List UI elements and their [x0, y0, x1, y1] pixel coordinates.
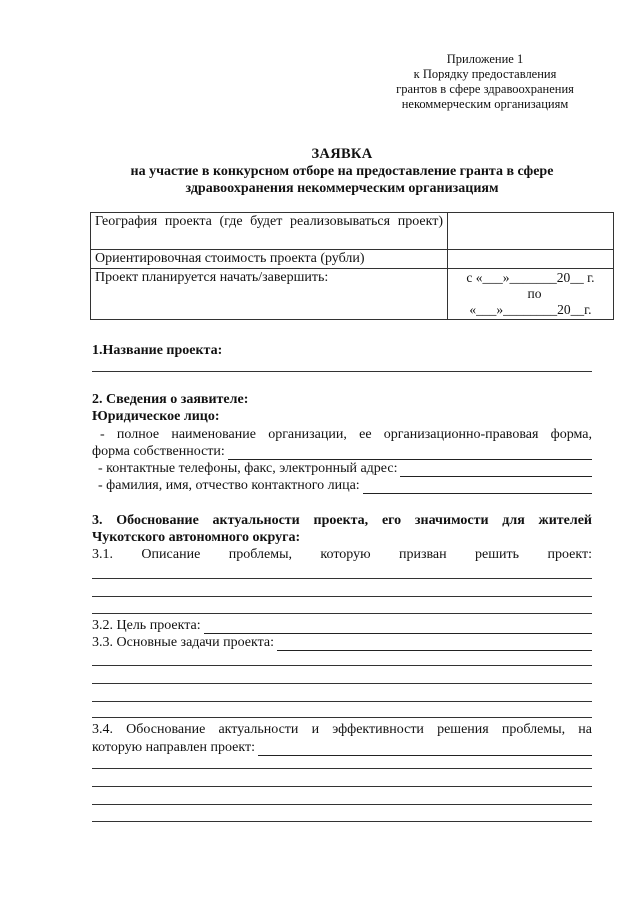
tasks-label: 3.3. Основные задачи проекта: [92, 635, 274, 650]
tasks-line[interactable] [92, 683, 592, 684]
tasks-line[interactable] [92, 717, 592, 718]
contacts-field[interactable] [400, 464, 592, 477]
project-name-field[interactable] [92, 371, 592, 372]
ownership-field[interactable] [228, 447, 592, 460]
title-line-2: здравоохранения некоммерческим организациям [185, 181, 499, 196]
section-3-heading: 3. Обоснование актуальности проекта, его значимости для жителей [92, 513, 592, 528]
contacts-label: - контактные телефоны, факс, электронный адрес: [98, 461, 398, 476]
tasks-line[interactable] [92, 701, 592, 702]
tasks-row [92, 634, 592, 651]
date-end: «___»________20__г. [469, 302, 592, 317]
contacts-row [98, 460, 592, 477]
title-main: ЗАЯВКА [311, 146, 373, 162]
section-2-heading: 2. Сведения о заявителе: [92, 392, 249, 407]
tasks-line[interactable] [92, 665, 592, 666]
ownership-row [92, 443, 592, 460]
geography-value-cell[interactable] [448, 213, 614, 250]
relevance-line[interactable] [92, 804, 592, 805]
appendix-line: к Порядку предоставления [413, 67, 557, 81]
relevance-line[interactable] [92, 768, 592, 769]
relevance-label-cont: которую направлен проект: [92, 740, 255, 755]
table-row [91, 213, 614, 250]
goal-field[interactable] [204, 621, 592, 634]
contact-person-field[interactable] [363, 481, 592, 494]
problem-description-label: 3.1. Описание проблемы, которую призван решить проект: [92, 547, 592, 562]
section-3-heading-cont: Чукотского автономного округа: [92, 530, 301, 545]
title-line-1: на участие в конкурсном отборе на предоставление гранта в сфере [130, 164, 554, 179]
relevance-label: 3.4. Обоснование актуальности и эффективности решения проблемы, на [92, 722, 592, 737]
appendix-line: грантов в сфере здравоохранения [396, 82, 574, 96]
date-start: с «___»_______20__ г. [466, 270, 595, 285]
contact-person-label: - фамилия, имя, отчество контактного лица: [98, 478, 360, 493]
ownership-label: форма собственности: [92, 444, 225, 459]
cost-value-cell[interactable] [448, 250, 614, 269]
relevance-row [92, 739, 592, 756]
problem-description-line[interactable] [92, 596, 592, 597]
dates-label: Проект планируется начать/завершить: [91, 269, 448, 320]
problem-description-line[interactable] [92, 613, 592, 614]
goal-row [92, 617, 592, 634]
appendix-line: Приложение 1 [446, 52, 524, 66]
contact-person-row [98, 477, 592, 494]
section-1-heading: 1.Название проекта: [92, 343, 223, 358]
relevance-field[interactable] [258, 743, 592, 756]
table-row [91, 250, 614, 269]
relevance-line[interactable] [92, 786, 592, 787]
legal-entity-subheading: Юридическое лицо: [92, 409, 220, 424]
org-name-label: - полное наименование организации, ее организационно-правовая форма, [100, 427, 592, 442]
relevance-line[interactable] [92, 821, 592, 822]
goal-label: 3.2. Цель проекта: [92, 618, 201, 633]
dates-cell[interactable] [448, 269, 614, 320]
cost-label: Ориентировочная стоимость проекта (рубли) [91, 250, 448, 269]
problem-description-line[interactable] [92, 578, 592, 579]
geography-label: География проекта (где будет реализовываться проект) [91, 213, 448, 250]
date-separator: по [527, 286, 542, 301]
appendix-line: некоммерческим организациям [401, 97, 569, 111]
table-row [91, 269, 614, 320]
appendix-header [380, 52, 590, 112]
project-info-table [90, 212, 614, 320]
document-title [92, 146, 592, 197]
tasks-field[interactable] [277, 638, 592, 651]
